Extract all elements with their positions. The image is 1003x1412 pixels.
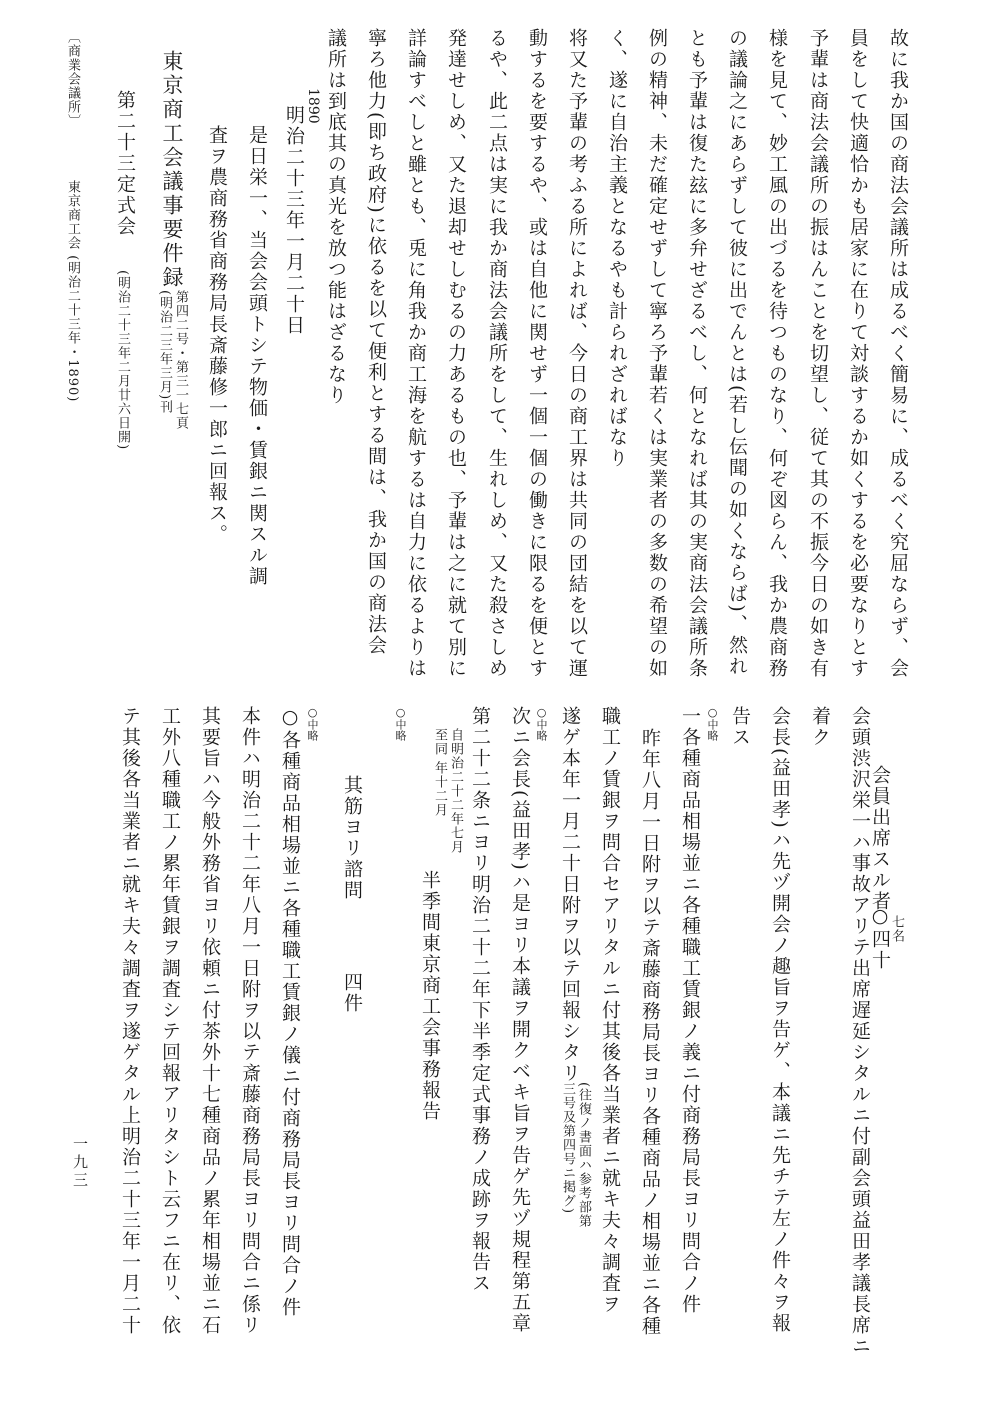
inquiry-heading: 其筋ヨリ諮問 bbox=[341, 775, 363, 901]
text-column: 寧ろ他力(即ち政府)に依るを以て便利とする間は、我か国の商法会 bbox=[365, 28, 387, 656]
running-head-right: 東京商工会 (明治二十三年・1890) bbox=[65, 180, 80, 403]
meeting-date: (明治二十三年二月廿六日開) bbox=[115, 270, 130, 451]
text-column: 将又た予輩の考ふる所によれば、今日の商工界は共同の団結を以て運 bbox=[566, 28, 588, 679]
text-column: 職工ノ賃銀ヲ問合セアリタルニ付其後各当業者ニ就キ夫々調査ヲ bbox=[599, 706, 621, 1315]
text-column: 着ク bbox=[809, 706, 831, 748]
text-column: く、遂に自治主義となるやも計られざればなり bbox=[606, 28, 628, 469]
text-column: 一各種商品相場並ニ各種職工賃銀ノ義ニ付商務局長ヨリ問合ノ件 bbox=[679, 706, 701, 1315]
text-column: 遂ゲ本年一月二十日附ヲ以テ回報シタリ bbox=[559, 706, 581, 1084]
omission-mark: ○中略 bbox=[394, 706, 407, 741]
period-note: 至同 年十二月 bbox=[432, 728, 447, 818]
text-column: 次ニ会長(益田孝)ハ是ヨリ本議ヲ開クベキ旨ヲ告ゲ先ヅ規程第五章 bbox=[509, 706, 531, 1334]
text-column: とも予輩は復た玆に多弁せざるべし、何となれば其の実商法会議所条 bbox=[686, 28, 708, 679]
text-column: 会頭渋沢栄一ハ事故アリテ出席遅延シタルニ付副会頭益田孝議長席ニ bbox=[849, 706, 871, 1357]
text-column: 予輩は商法会議所の振はんことを切望し、従て其の不振今日の如き有 bbox=[807, 28, 829, 679]
attendance-label: 会員出席スル者 bbox=[869, 765, 891, 912]
page-number: 一九三 bbox=[71, 1136, 89, 1190]
inquiry-count: 四件 bbox=[341, 972, 363, 1014]
omission-mark: ○中略 bbox=[706, 706, 719, 741]
text-column: 議所は到底其の真光を放つ能はざるなり bbox=[325, 28, 347, 406]
omission-mark: ○中略 bbox=[306, 706, 319, 741]
text-column: 発達せしめ、又た退却せしむるの力あるもの也、予輩は之に就て別に bbox=[445, 28, 467, 679]
text-column: 其要旨ハ今般外務省ヨリ依頼ニ付茶外十七種商品ノ累年相場並ニ石 bbox=[199, 706, 221, 1336]
text-column: の議論之にあらずして彼に出でんとは(若し伝聞の如くならば)、然れ bbox=[726, 28, 748, 677]
entry-text: 是日栄一、当会会頭トシテ物価・賃銀ニ関スル調 bbox=[246, 125, 268, 587]
entry-text: 査ヲ農商務省商務局長斎藤修一郎ニ回報ス。 bbox=[206, 125, 228, 545]
text-column: 会長(益田孝)ハ先ヅ開会ノ趣旨ヲ告ゲ、本議ニ先チテ左ノ件々ヲ報 bbox=[769, 706, 791, 1334]
text-column: ○各種商品相場並ニ各種職工賃銀ノ儀ニ付商務局長ヨリ問合ノ件 bbox=[279, 706, 301, 1318]
source-sub: 第四二号・第三一七頁 bbox=[173, 290, 188, 430]
report-title: 半季間東京商工会事務報告 bbox=[419, 870, 441, 1122]
text-column: 故に我か国の商法会議所は成るべく簡易に、成るべく究屈ならず、会 bbox=[887, 28, 909, 679]
text-column: 本件ハ明治二十二年八月一日附ヲ以テ斎藤商務局長ヨリ問合ニ係リ bbox=[239, 706, 261, 1336]
source-title: 東京商工会議事要件録 bbox=[160, 50, 184, 290]
year-note: 1890 bbox=[305, 88, 321, 124]
text-column: テ其後各当業者ニ就キ夫々調査ヲ遂ゲタル上明治二十三年一月二十 bbox=[119, 706, 141, 1336]
text-column: 昨年八月一日附ヲ以テ斎藤商務局長ヨリ各種商品ノ相場並ニ各種 bbox=[639, 728, 661, 1337]
text-column: 例の精神、未だ確定せずして寧ろ予輩若くは実業者の多数の希望の如 bbox=[646, 28, 668, 679]
reference-note: (往復ノ書面ハ参考部第 bbox=[576, 1082, 591, 1229]
text-column: 第二十二条ニヨリ明治二十二年下半季定式事務ノ成跡ヲ報告ス bbox=[469, 706, 491, 1294]
reference-note: 三号及第四号ニ掲グ) bbox=[560, 1082, 575, 1215]
entry-date: 明治二十三年一月二十日 bbox=[283, 105, 305, 336]
text-column: 詳論すべしと雖とも、兎に角我か商工海を航するは自力に依るよりは bbox=[405, 28, 427, 679]
period-note: 自明治二十二年七月 bbox=[448, 728, 463, 854]
text-column: るや、此二点は実に我か商法会議所をして、生れしめ、又た殺さしめ bbox=[486, 28, 508, 679]
meeting-title: 第二十三定式会 bbox=[114, 90, 136, 237]
text-column: 告ス bbox=[729, 706, 751, 748]
text-column: 工外八種職工ノ累年賃銀ヲ調査シテ回報アリタシト云フニ在リ、依 bbox=[159, 706, 181, 1336]
source-sub: (明治二三年三月)刊 bbox=[157, 290, 172, 415]
omission-mark: ○中略 bbox=[535, 706, 548, 741]
attendance-number: ○四十 bbox=[869, 905, 891, 971]
running-head-left: 〔商業会議所〕 bbox=[65, 30, 80, 128]
text-column: 様を見て、妙工風の出づるを待つものなり、何ぞ図らん、我か農商務 bbox=[766, 28, 788, 679]
text-column: 員をして快適恰かも居家に在りて対談するか如くするを必要なりとす bbox=[847, 28, 869, 679]
text-column: 動するを要するや、或は自他に関せず一個一個の働きに限るを便とす bbox=[526, 28, 548, 679]
attendance-count: 七名 bbox=[889, 915, 904, 943]
